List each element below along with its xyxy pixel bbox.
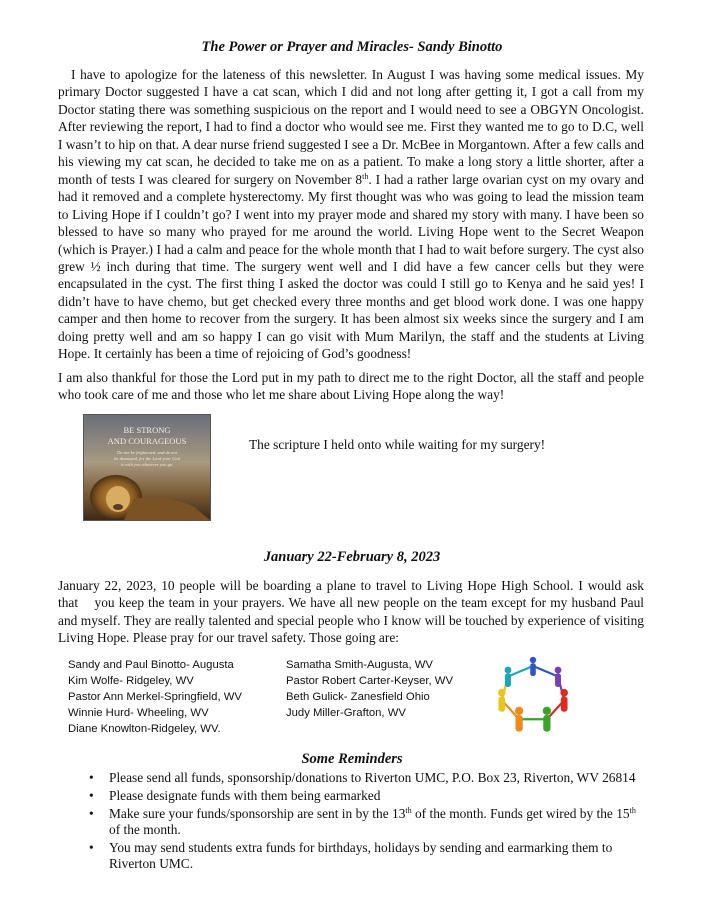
team-figure-body	[515, 715, 522, 732]
team-figure-body	[555, 673, 561, 687]
team-figure-body	[498, 697, 505, 712]
team-member: Sandy and Paul Binotto- Augusta	[68, 659, 234, 671]
team-figure-head	[560, 689, 568, 697]
team-names-column-1	[68, 657, 242, 737]
poster-verse-1: Do not be frightened, and do not	[116, 450, 178, 455]
article-paragraph-1-part-a: I have to apologize for the lateness of this newsletter. In August I was having some medical issues. My primary Doctor suggested I have a cat scan, which I did and not long after getting it, I got a call from my Doctor stating there was something suspicious on the report and I would need to see a OBGYN Oncologist. After reviewing the report, I had to find a doctor who would see me. First they wanted me to go to D.C, well I wasn’t to hip on that. A dear nurse friend suggested I see a Dr. McBee in Morgantown. After a few calls and his viewing my cat scan, he decided to take me on as a patient. To make a long story a little shorter, after a month of tests I was cleared for surgery on November 8	[58, 67, 644, 187]
reminder-text-part-b: of the month. Funds get wired by the 15	[411, 806, 630, 821]
ordinal-suffix: th	[629, 806, 636, 815]
team-figure-body	[530, 663, 536, 676]
team-member: Pastor Ann Merkel-Springfield, WV	[68, 691, 242, 703]
team-arm	[533, 666, 558, 677]
reminder-item	[88, 806, 648, 838]
article-paragraph-2: I am also thankful for those the Lord put in my path to direct me to the right Doctor, all the staff and people who took care of me and those who let me share about Living Hope along the way!	[58, 370, 644, 403]
reminder-text-part-c: of the month.	[109, 822, 181, 837]
reminder-text: You may send students extra funds for birthdays, holidays by sending and earmarking them to Riverton UMC.	[109, 840, 613, 871]
article-paragraph-1	[58, 66, 644, 363]
bullet-icon: •	[89, 806, 94, 821]
team-member: Beth Gulick- Zanesfield Ohio	[286, 691, 430, 703]
scripture-image	[83, 414, 211, 521]
trip-title: January 22-February 8, 2023	[263, 549, 441, 565]
team-member: Diane Knowlton-Ridgeley, WV.	[68, 723, 221, 735]
team-member: Judy Miller-Grafton, WV	[286, 707, 406, 719]
reminder-item	[88, 770, 648, 786]
article-paragraph-1-part-b: . I had a rather large ovarian cyst on my ovary and had it removed and a complete hysterectomy. My first thought was who was going to lead the mission team to Living Hope if I couldn’t go? I went into my prayer mode and shared my story with many. I have been so blessed to have so many who prayed for me around the world. Living Hope went to the Secret Weapon (which is Prayer.) I had a calm and peace for the whole month that I had to wait before surgery. The cyst also grew ½ inch during that time. The surgery went well and I did have a few cancer cells but they were encapsulated in the cyst. The first thing I asked the doctor was could I still go to Kenya and he said yes! I didn’t have to have chemo, but get checked every three months and get blood work done. I was one happy camper and then home to recover from the surgery. It has been almost six weeks since the surgery and I am doing pretty well and am so happy I can go visit with Mum Marilyn, the staff and the students at Living Hope. It certainly has been a time of rejoicing of God’s goodness!	[58, 171, 644, 362]
team-figure-head	[498, 689, 506, 697]
reminders-title: Some Reminders	[301, 751, 403, 767]
team-figure-head	[515, 707, 523, 715]
team-names-column-2	[286, 657, 453, 721]
team-figure-body	[543, 715, 550, 732]
article-title: The Power or Prayer and Miracles- Sandy Binotto	[201, 39, 503, 55]
scripture-caption: The scripture I held onto while waiting for my surgery!	[249, 437, 546, 452]
team-member: Pastor Robert Carter-Keyser, WV	[286, 675, 453, 687]
reminder-text-part-a: Make sure your funds/sponsorship are sent in by the 13	[109, 806, 406, 821]
bullet-icon: •	[89, 788, 94, 803]
reminder-item	[88, 788, 648, 804]
team-arm	[508, 666, 533, 677]
trip-paragraph: January 22, 2023, 10 people will be boarding a plane to travel to Living Hope High School. I would ask that you keep the team in your prayers. We have all new people on the team except for my husband Paul and myself. They are really talented and special people who I know will be touched by experience of visiting Living Hope. Please pray for our travel safety. Those going are:	[58, 578, 644, 646]
team-figure-body	[561, 697, 568, 712]
ordinal-suffix: th	[362, 171, 369, 181]
reminder-text: Please designate funds with them being earmarked	[109, 788, 381, 803]
team-figure-head	[530, 657, 536, 663]
reminder-text: Please send all funds, sponsorship/donations to Riverton UMC, P.O. Box 23, Riverton, WV 26814	[109, 770, 636, 785]
poster-verse-3: is with you wherever you go.	[120, 462, 174, 467]
team-figure-head	[543, 707, 551, 715]
bullet-icon: •	[89, 840, 94, 855]
team-figure-head	[505, 667, 512, 674]
bullet-icon: •	[89, 770, 94, 785]
team-member: Winnie Hurd- Wheeling, WV	[68, 707, 209, 719]
scripture-poster	[84, 415, 210, 520]
reminders-list	[88, 770, 648, 874]
poster-line-1: BE STRONG	[123, 425, 171, 435]
team-figure-body	[505, 673, 511, 687]
poster-verse-2: be dismayed, for the Lord your God	[114, 456, 180, 461]
team-member: Kim Wolfe- Ridgeley, WV	[68, 675, 194, 687]
reminder-item	[88, 840, 648, 872]
team-member: Samatha Smith-Augusta, WV	[286, 659, 433, 671]
ordinal-suffix: th	[405, 806, 412, 815]
team-circle-icon	[488, 654, 578, 740]
poster-line-2: AND COURAGEOUS	[107, 436, 187, 446]
team-figure-head	[555, 667, 562, 674]
